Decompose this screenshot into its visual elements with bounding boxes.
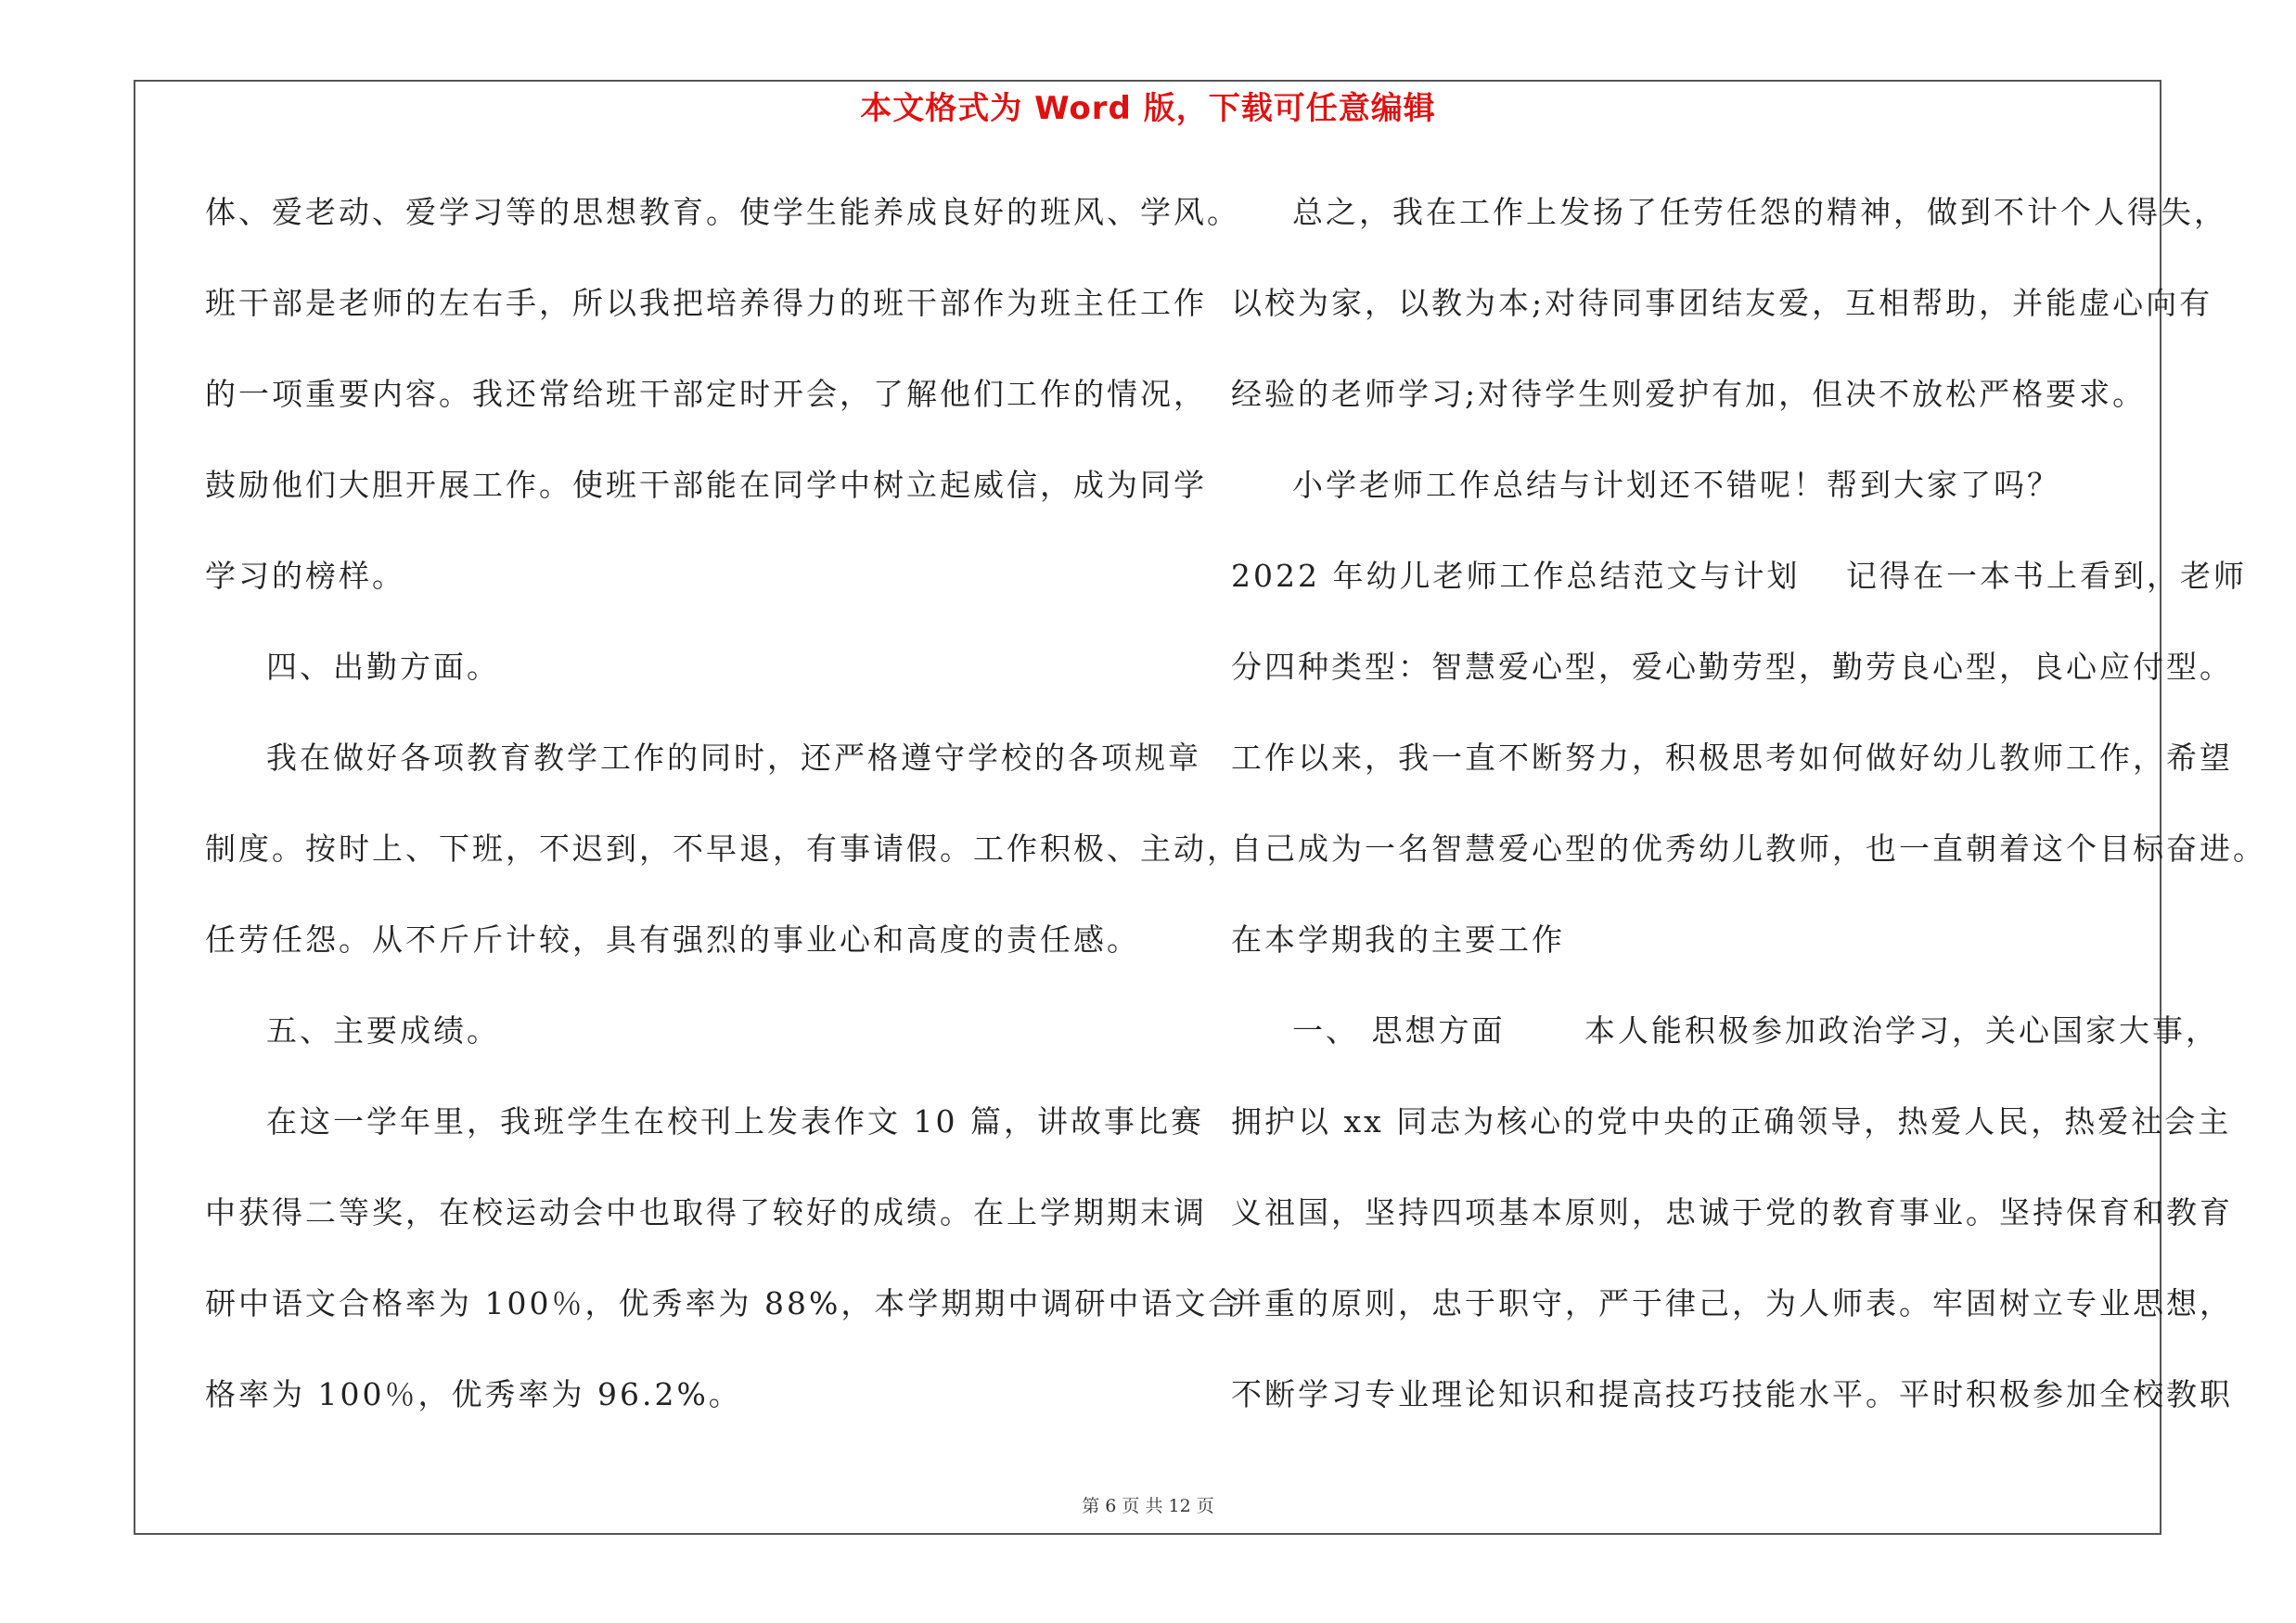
text-line: 中获得二等奖，在校运动会中也取得了较好的成绩。在上学期期末调 bbox=[205, 1194, 1207, 1230]
text-line: 自己成为一名智慧爱心型的优秀幼儿教师，也一直朝着这个目标奋进。 bbox=[1231, 831, 2266, 867]
text-line: 义祖国，坚持四项基本原则，忠诚于党的教育事业。坚持保育和教育 bbox=[1231, 1194, 2233, 1230]
text-line: 拥护以 xx 同志为核心的党中央的正确领导，热爱人民，热爱社会主 bbox=[1231, 1103, 2232, 1140]
text-line: 工作以来，我一直不断努力，积极思考如何做好幼儿教师工作，希望 bbox=[1231, 740, 2233, 776]
text-line: 在这一学年里，我班学生在校刊上发表作文 10 篇，讲故事比赛 bbox=[266, 1103, 1204, 1140]
text-line: 小学老师工作总结与计划还不错呢！帮到大家了吗？ bbox=[1292, 467, 2060, 503]
text-line: 2022 年幼儿老师工作总结范文与计划 记得在一本书上看到，老师 bbox=[1231, 558, 2247, 594]
text-line: 一、 思想方面 本人能积极参加政治学习，关心国家大事， bbox=[1292, 1012, 2219, 1049]
text-line: 学习的榜样。 bbox=[205, 558, 405, 594]
left-text-column bbox=[205, 184, 1242, 1457]
text-line: 四、出勤方面。 bbox=[266, 649, 500, 685]
text-line: 格率为 100％，优秀率为 96.2%。 bbox=[205, 1376, 742, 1412]
right-text-column bbox=[1231, 184, 2266, 1457]
text-line: 以校为家，以教为本;对待同事团结友爱，互相帮助，并能虚心向有 bbox=[1231, 285, 2213, 321]
text-line: 任劳任怨。从不斤斤计较，具有强烈的事业心和高度的责任感。 bbox=[205, 921, 1140, 958]
text-line: 的一项重要内容。我还常给班干部定时开会，了解他们工作的情况， bbox=[205, 376, 1207, 412]
text-line: 经验的老师学习;对待学生则爱护有加，但决不放松严格要求。 bbox=[1231, 376, 2147, 412]
text-line: 不断学习专业理论知识和提高技巧技能水平。平时积极参加全校教职 bbox=[1231, 1376, 2233, 1412]
text-line: 班干部是老师的左右手，所以我把培养得力的班干部作为班主任工作 bbox=[205, 285, 1207, 321]
text-line: 分四种类型：智慧爱心型，爱心勤劳型，勤劳良心型，良心应付型。 bbox=[1231, 649, 2233, 685]
page-number-footer: 第 6 页 共 12 页 bbox=[1082, 1496, 1214, 1516]
text-line: 在本学期我的主要工作 bbox=[1231, 921, 1565, 958]
format-notice-banner: 本文格式为 Word 版，下载可任意编辑 bbox=[860, 90, 1436, 127]
text-line: 制度。按时上、下班，不迟到，不早退，有事请假。工作积极、主动， bbox=[205, 831, 1240, 867]
text-line: 五、主要成绩。 bbox=[266, 1012, 500, 1049]
text-line: 研中语文合格率为 100％，优秀率为 88%，本学期期中调研中语文合 bbox=[205, 1285, 1242, 1321]
text-line: 体、爱老动、爱学习等的思想教育。使学生能养成良好的班风、学风。 bbox=[205, 194, 1240, 230]
text-line: 鼓励他们大胆开展工作。使班干部能在同学中树立起威信，成为同学 bbox=[205, 467, 1207, 503]
text-line: 并重的原则，忠于职守，严于律己，为人师表。牢固树立专业思想， bbox=[1231, 1285, 2233, 1321]
text-line: 我在做好各项教育教学工作的同时，还严格遵守学校的各项规章 bbox=[266, 740, 1201, 776]
text-line: 总之，我在工作上发扬了任劳任怨的精神，做到不计个人得失， bbox=[1292, 194, 2227, 230]
